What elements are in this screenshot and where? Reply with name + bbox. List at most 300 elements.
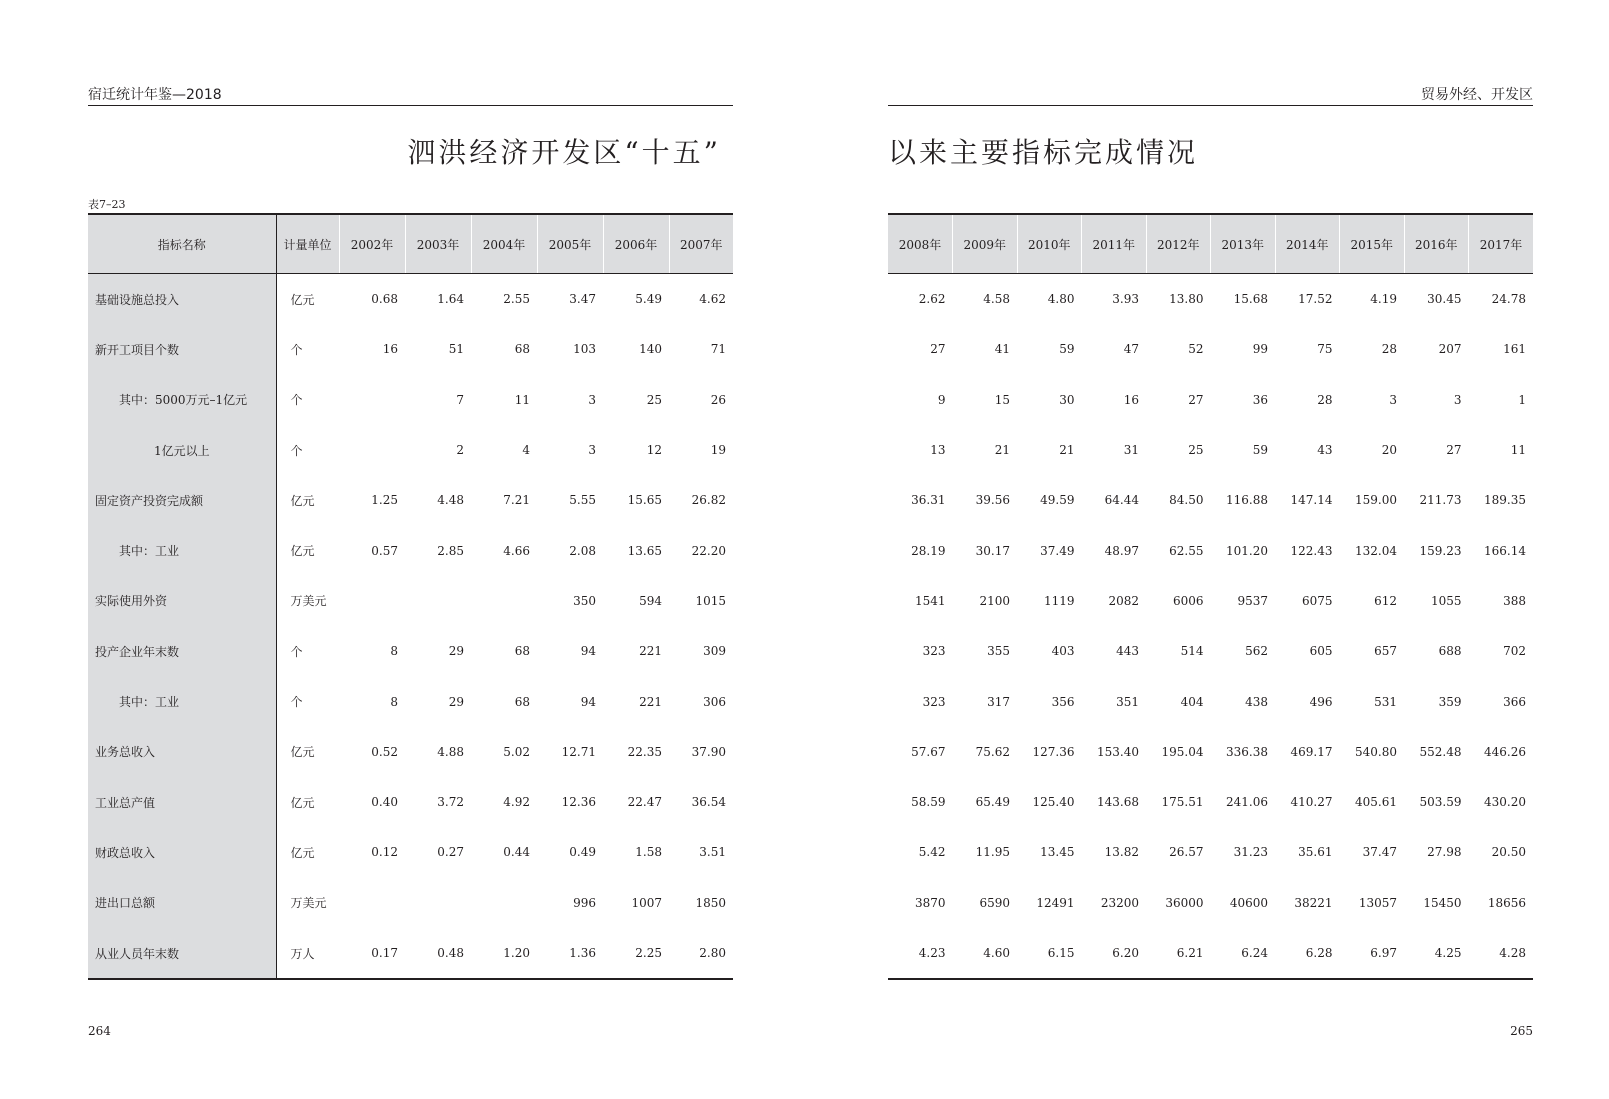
value-cell: 22.20 [691,543,726,558]
table-row [88,576,733,626]
value-cell: 350 [573,593,596,608]
value-cell: 6.15 [1047,946,1075,960]
value-cell: 27 [930,342,946,357]
table-number: 表7–23 [88,198,126,211]
table-row [888,727,1533,777]
value-cell: 0.12 [371,845,398,860]
value-cell: 62.55 [1169,543,1204,558]
column-header-year: 2008年 [888,214,953,274]
table-row [888,827,1533,877]
value-cell: 8 [390,644,398,659]
value-cell: 13.82 [1104,845,1139,860]
table-row [888,576,1533,626]
value-cell: 94 [580,694,596,709]
column-header-year: 2003年 [405,214,471,274]
value-cell: 101.20 [1226,543,1268,558]
value-cell: 1.36 [569,946,596,960]
value-cell: 2.25 [635,946,662,960]
value-cell: 140 [639,342,662,357]
value-cell: 147.14 [1290,493,1333,508]
value-cell: 446.26 [1484,744,1526,759]
value-cell: 2.80 [699,946,726,960]
value-cell: 438 [1245,694,1268,709]
value-cell: 6590 [979,895,1010,910]
table-row [88,525,733,575]
running-head-right: 贸易外经、开发区 [888,86,1533,106]
value-cell [339,375,405,425]
value-cell: 68 [514,694,530,709]
value-cell: 605 [1309,644,1333,659]
value-cell: 4 [522,443,530,458]
value-cell: 1.25 [371,493,398,508]
left-page [88,0,733,1099]
value-cell: 0.40 [371,795,398,810]
value-cell: 35.61 [1298,845,1333,860]
running-head-left: 宿迁统计年鉴—2018 [88,86,733,106]
value-cell: 47 [1123,342,1139,357]
value-cell: 1119 [1043,593,1075,608]
value-cell: 36 [1252,392,1268,407]
value-cell: 4.28 [1499,946,1526,960]
value-cell: 23200 [1100,895,1139,910]
value-cell: 19 [710,443,726,458]
value-cell: 28 [1317,392,1333,407]
value-cell: 16 [382,342,398,357]
value-cell: 7.21 [503,493,530,508]
value-cell: 388 [1503,593,1526,608]
value-cell: 4.66 [503,543,530,558]
value-cell: 16 [1123,392,1139,407]
unit-cell: 亿元 [290,845,315,860]
value-cell: 410.27 [1290,795,1333,810]
value-cell [471,878,537,928]
value-cell: 496 [1309,694,1333,709]
column-header-year: 2002年 [339,214,405,274]
table-row [88,274,733,325]
value-cell: 4.58 [983,292,1010,307]
value-cell: 207 [1438,342,1462,357]
value-cell: 5.42 [918,845,946,860]
value-cell: 3.47 [569,292,596,307]
unit-cell: 万美元 [290,594,327,609]
value-cell: 221 [639,694,662,709]
value-cell: 356 [1051,694,1075,709]
table-row [88,777,733,827]
value-cell: 15.68 [1233,292,1268,307]
value-cell: 3 [588,392,596,407]
value-cell: 13 [930,443,946,458]
unit-cell: 万人 [290,946,315,961]
value-cell: 2.08 [569,543,596,558]
value-cell: 94 [580,644,596,659]
value-cell: 6.97 [1370,946,1397,960]
value-cell: 31.23 [1233,845,1268,860]
column-header-unit: 计量单位 [276,214,339,274]
value-cell [471,576,537,626]
value-cell: 5.55 [569,493,596,508]
value-cell: 12.36 [561,795,596,810]
value-cell: 11 [514,392,530,407]
indicator-name: 1亿元以上 [88,425,276,475]
value-cell: 36.54 [691,795,726,810]
unit-cell: 亿元 [290,795,315,810]
value-cell: 2100 [979,593,1010,608]
indicator-name: 投产企业年末数 [88,626,276,676]
left-data-table [88,213,733,980]
table-row [888,324,1533,374]
value-cell: 3 [1453,392,1462,407]
value-cell: 5.02 [503,744,530,759]
unit-cell: 亿元 [290,544,315,559]
table-row [888,375,1533,425]
value-cell: 132.04 [1355,543,1397,558]
value-cell: 15.65 [627,493,662,508]
value-cell: 68 [514,342,530,357]
value-cell: 68 [514,644,530,659]
unit-cell: 万美元 [290,896,327,911]
column-header-year: 2012年 [1146,214,1211,274]
value-cell: 30 [1059,392,1075,407]
table-header-row-right [888,214,1533,274]
value-cell: 594 [639,593,662,608]
value-cell: 0.48 [437,946,464,960]
table-row [88,878,733,928]
table-row [88,676,733,726]
table-row [88,375,733,425]
column-header-indicator: 指标名称 [88,214,276,274]
value-cell: 13.65 [627,543,662,558]
value-cell: 0.27 [437,845,464,860]
value-cell: 49.59 [1040,493,1075,508]
value-cell: 13057 [1358,895,1397,910]
value-cell: 4.25 [1434,946,1462,960]
value-cell: 12 [646,443,662,458]
unit-cell: 个 [290,695,303,710]
value-cell: 4.62 [699,292,726,307]
value-cell: 657 [1374,644,1397,659]
table-row [888,626,1533,676]
value-cell: 3.72 [437,795,464,810]
value-cell: 159.00 [1355,493,1397,508]
value-cell: 4.48 [437,493,464,508]
value-cell: 26 [710,392,726,407]
table-row [888,425,1533,475]
table-row [88,727,733,777]
value-cell: 514 [1180,644,1204,659]
value-cell: 18656 [1487,895,1526,910]
value-cell: 688 [1438,644,1462,659]
value-cell: 71 [710,342,726,357]
value-cell: 430.20 [1484,795,1526,810]
value-cell: 166.14 [1484,543,1526,558]
indicator-name: 财政总收入 [88,827,276,877]
value-cell: 355 [987,644,1010,659]
value-cell: 20.50 [1491,845,1526,860]
value-cell: 405.61 [1355,795,1397,810]
unit-cell: 个 [290,393,303,408]
value-cell [339,576,405,626]
column-header-year: 2013年 [1211,214,1276,274]
value-cell: 3.93 [1112,292,1139,307]
table-row [888,676,1533,726]
value-cell: 6006 [1172,593,1204,608]
value-cell: 37.49 [1040,543,1075,558]
value-cell: 317 [987,694,1010,709]
column-header-year: 2004年 [471,214,537,274]
column-header-year: 2014年 [1275,214,1340,274]
value-cell: 4.19 [1370,292,1397,307]
value-cell: 1850 [695,895,726,910]
value-cell: 443 [1116,644,1139,659]
value-cell: 41 [994,342,1010,357]
value-cell: 22.47 [627,795,662,810]
value-cell: 9537 [1237,593,1268,608]
value-cell: 323 [922,694,946,709]
value-cell: 0.44 [503,845,530,860]
value-cell: 1055 [1430,593,1462,608]
column-header-year: 2011年 [1082,214,1147,274]
page-number-left: 264 [88,1024,111,1038]
value-cell: 7 [456,392,464,407]
value-cell: 11.95 [975,845,1010,860]
value-cell: 996 [573,895,596,910]
value-cell: 51 [448,342,464,357]
column-header-year: 2010年 [1017,214,1082,274]
value-cell: 52 [1188,342,1204,357]
value-cell: 153.40 [1097,744,1139,759]
value-cell: 1.58 [635,845,662,860]
value-cell: 6.28 [1305,946,1333,960]
value-cell: 404 [1180,694,1204,709]
value-cell: 241.06 [1226,795,1268,810]
table-row [888,475,1533,525]
column-header-year: 2006年 [603,214,669,274]
value-cell: 359 [1438,694,1462,709]
value-cell: 37.47 [1362,845,1397,860]
unit-cell: 个 [290,443,303,458]
value-cell: 75 [1317,342,1333,357]
value-cell: 531 [1374,694,1397,709]
table-row [88,425,733,475]
value-cell: 221 [639,644,662,659]
table-row [888,525,1533,575]
value-cell: 0.57 [371,543,398,558]
value-cell: 469.17 [1290,744,1333,759]
right-data-table [888,213,1533,980]
value-cell: 1.20 [503,946,530,960]
value-cell: 612 [1374,593,1397,608]
value-cell: 25 [1188,443,1204,458]
table-row [88,626,733,676]
value-cell: 11 [1510,443,1526,458]
value-cell [405,576,471,626]
value-cell: 103 [573,342,596,357]
page-number-right: 265 [1510,1024,1533,1038]
table-row [88,928,733,979]
value-cell: 4.88 [437,744,464,759]
value-cell: 15450 [1423,895,1462,910]
value-cell [339,878,405,928]
indicator-name: 其中：5000万元–1亿元 [88,375,276,425]
value-cell: 211.73 [1419,493,1462,508]
title-part-1: 泗洪经济开发区“十五” [407,136,721,169]
value-cell: 552.48 [1419,744,1462,759]
value-cell: 36000 [1165,895,1204,910]
value-cell: 562 [1245,644,1268,659]
indicator-name: 新开工项目个数 [88,324,276,374]
value-cell: 12491 [1036,895,1075,910]
value-cell: 75.62 [975,744,1010,759]
indicator-name: 从业人员年末数 [88,928,276,979]
value-cell: 122.43 [1290,543,1333,558]
indicator-name: 实际使用外资 [88,576,276,626]
table-row [88,324,733,374]
value-cell: 0.68 [371,292,398,307]
indicator-name: 固定资产投资完成额 [88,475,276,525]
value-cell: 29 [448,644,464,659]
value-cell: 64.44 [1104,493,1139,508]
unit-cell: 亿元 [290,745,315,760]
indicator-name: 其中：工业 [88,525,276,575]
value-cell: 27.98 [1427,845,1462,860]
value-cell: 40600 [1229,895,1268,910]
value-cell: 309 [703,644,726,659]
value-cell: 2.55 [503,292,530,307]
value-cell: 30.45 [1427,292,1462,307]
value-cell: 1.64 [437,292,464,307]
value-cell: 127.36 [1032,744,1075,759]
indicator-name: 基础设施总投入 [88,274,276,325]
value-cell: 29 [448,694,464,709]
value-cell: 27 [1188,392,1204,407]
value-cell: 57.67 [911,744,946,759]
value-cell: 1541 [914,593,946,608]
value-cell: 3870 [914,895,946,910]
unit-cell: 个 [290,644,303,659]
value-cell: 125.40 [1032,795,1075,810]
value-cell: 336.38 [1226,744,1268,759]
right-page [888,0,1533,1099]
column-header-year: 2005年 [537,214,603,274]
value-cell: 503.59 [1419,795,1462,810]
value-cell: 4.23 [918,946,946,960]
value-cell: 37.90 [691,744,726,759]
column-header-year: 2016年 [1404,214,1469,274]
value-cell: 13.45 [1040,845,1075,860]
indicator-name: 进出口总额 [88,878,276,928]
value-cell: 48.97 [1104,543,1139,558]
title-part-2: 以来主要指标完成情况 [888,136,1199,169]
value-cell: 6.24 [1241,946,1268,960]
value-cell: 26.82 [691,493,726,508]
value-cell: 306 [703,694,726,709]
value-cell: 4.60 [983,946,1010,960]
value-cell: 3.51 [699,845,726,860]
value-cell: 84.50 [1169,493,1204,508]
value-cell: 17.52 [1298,292,1333,307]
value-cell [405,878,471,928]
value-cell: 38221 [1294,895,1333,910]
value-cell: 39.56 [975,493,1010,508]
value-cell: 323 [922,644,946,659]
table-row [888,777,1533,827]
value-cell: 21 [994,443,1010,458]
value-cell: 26.57 [1169,845,1204,860]
value-cell: 30.17 [975,543,1010,558]
value-cell: 2.62 [918,292,946,307]
table-row [88,475,733,525]
value-cell: 1 [1518,392,1526,407]
value-cell: 0.49 [569,845,596,860]
indicator-name: 工业总产值 [88,777,276,827]
value-cell: 0.17 [371,946,398,960]
value-cell: 21 [1059,443,1075,458]
value-cell: 59 [1252,443,1268,458]
value-cell: 189.35 [1484,493,1526,508]
value-cell: 116.88 [1226,493,1268,508]
value-cell: 6075 [1301,593,1333,608]
value-cell: 22.35 [627,744,662,759]
value-cell: 2082 [1108,593,1139,608]
value-cell: 12.71 [561,744,596,759]
value-cell: 2.85 [437,543,464,558]
value-cell: 366 [1503,694,1526,709]
value-cell: 28 [1381,342,1397,357]
value-cell: 5.49 [635,292,662,307]
column-header-year: 2009年 [953,214,1018,274]
value-cell: 8 [390,694,398,709]
table-row [888,274,1533,325]
value-cell: 540.80 [1355,744,1397,759]
value-cell: 351 [1116,694,1139,709]
unit-cell: 亿元 [290,292,315,307]
value-cell: 65.49 [975,795,1010,810]
value-cell: 15 [994,392,1010,407]
value-cell: 13.80 [1169,292,1204,307]
value-cell: 403 [1051,644,1075,659]
value-cell: 702 [1503,644,1526,659]
unit-cell: 个 [290,342,303,357]
value-cell: 36.31 [911,493,946,508]
value-cell: 58.59 [911,795,946,810]
indicator-name: 业务总收入 [88,727,276,777]
value-cell: 161 [1503,342,1526,357]
value-cell: 20 [1381,443,1397,458]
column-header-year: 2017年 [1469,214,1534,274]
value-cell: 6.21 [1176,946,1204,960]
unit-cell: 亿元 [290,493,315,508]
value-cell: 159.23 [1419,543,1462,558]
value-cell: 0.52 [371,744,398,759]
table-row [88,827,733,877]
table-row [888,928,1533,979]
value-cell: 4.92 [503,795,530,810]
column-header-year: 2015年 [1340,214,1405,274]
value-cell: 6.20 [1112,946,1139,960]
table-header-row-left [88,214,733,274]
column-header-year: 2007年 [669,214,733,274]
value-cell: 27 [1446,443,1462,458]
value-cell: 59 [1059,342,1075,357]
value-cell: 24.78 [1491,292,1526,307]
value-cell: 28.19 [911,543,946,558]
value-cell: 31 [1123,443,1139,458]
value-cell: 3 [1389,392,1397,407]
value-cell: 143.68 [1097,795,1139,810]
indicator-name: 其中：工业 [88,676,276,726]
value-cell: 2 [456,443,464,458]
value-cell: 1007 [631,895,662,910]
